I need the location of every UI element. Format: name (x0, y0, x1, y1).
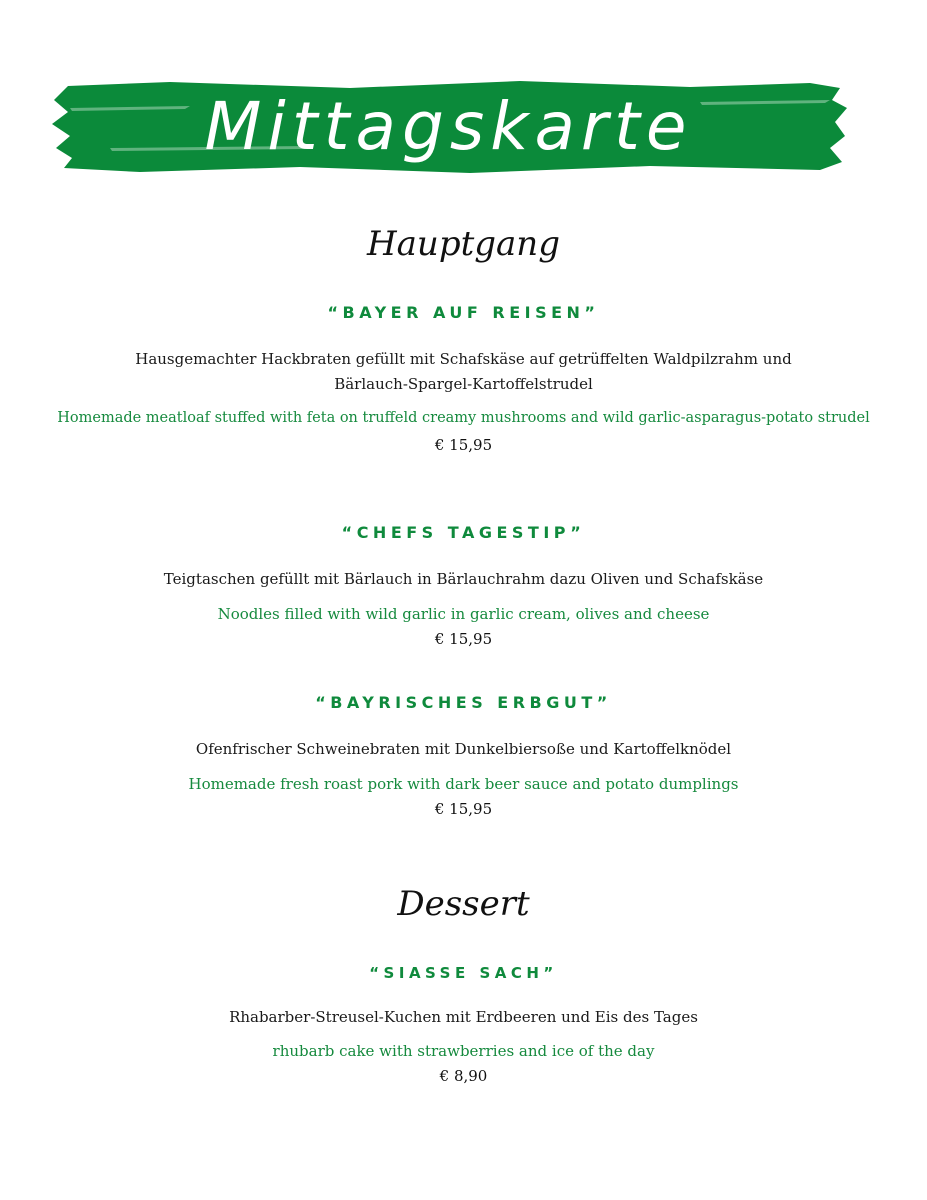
dish-description-de: Teigtaschen gefüllt mit Bärlauch in Bärlauchrahm dazu Oliven und Schafskäse (163, 570, 764, 588)
dish-description-de: Ofenfrischer Schweinebraten mit Dunkelbiersoße und Kartoffelknödel (195, 740, 732, 758)
dish-price: € 15,95 (434, 800, 493, 818)
dish-title: “BAYER AUF REISEN” (327, 303, 600, 322)
dish-title: “SIASSE SACH” (369, 964, 558, 982)
section-heading-dessert: Dessert (397, 884, 530, 924)
dish-price: € 15,95 (434, 630, 493, 648)
dish-description-en: rhubarb cake with strawberries and ice of the day (272, 1042, 655, 1060)
dish-title: “BAYRISCHES ERBGUT” (315, 693, 612, 712)
dish-description-en: Homemade meatloaf stuffed with feta on truffeld creamy mushrooms and wild garlic-asparagus-potato strudel (57, 410, 870, 426)
dish-description-de-line: Bärlauch-Spargel-Kartoffelstrudel (334, 375, 593, 393)
dish-description-de (0, 347, 927, 397)
dish-description-en: Noodles filled with wild garlic in garlic cream, olives and cheese (217, 605, 710, 623)
dish-description-en: Homemade fresh roast pork with dark beer sauce and potato dumplings (188, 775, 739, 793)
menu-title: Mittagskarte (204, 87, 693, 165)
dish-description-de: Rhabarber-Streusel-Kuchen mit Erdbeeren und Eis des Tages (229, 1008, 698, 1026)
title-banner (50, 78, 847, 174)
dish-price: € 8,90 (439, 1067, 488, 1085)
dish-title: “CHEFS TAGESTIP” (341, 523, 586, 542)
dish-price: € 15,95 (434, 436, 493, 454)
section-heading-hauptgang: Hauptgang (367, 224, 560, 264)
dish-description-de-line: Hausgemachter Hackbraten gefüllt mit Schafskäse auf getrüffelten Waldpilzrahm und (135, 350, 792, 368)
